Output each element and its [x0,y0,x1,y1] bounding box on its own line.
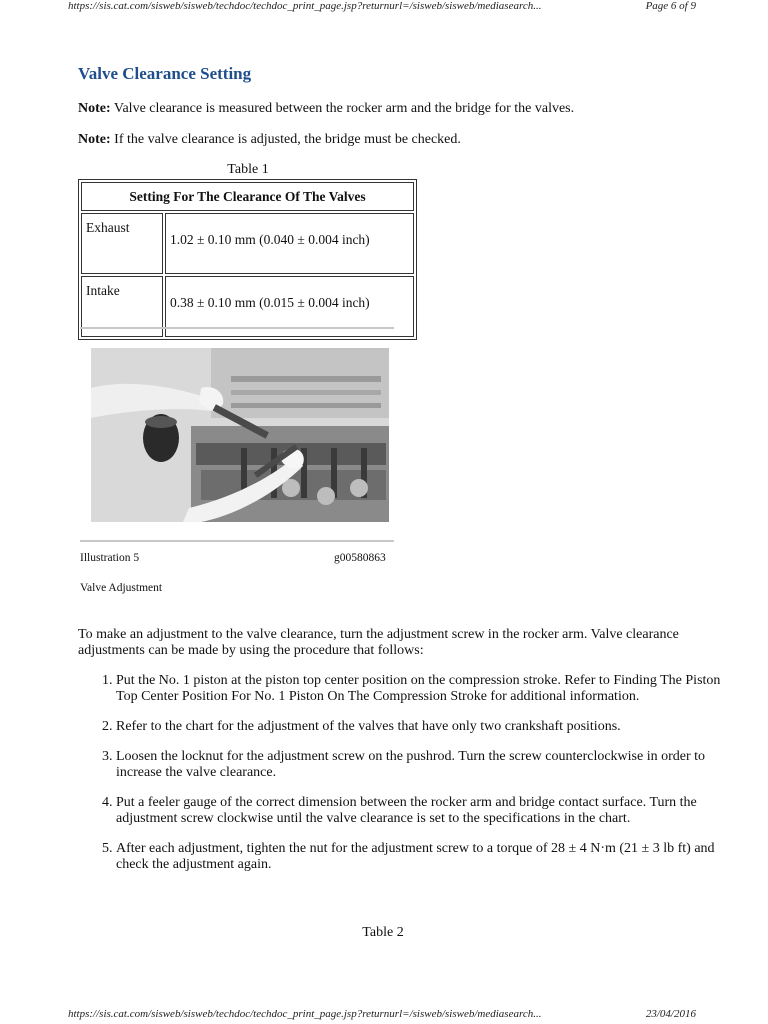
note-label: Note: [78,132,111,147]
header-url: https://sis.cat.com/sisweb/sisweb/techdoc/techdoc_print_page.jsp?returnurl=/sisweb/sisweb/mediasearch... [68,0,542,12]
table-1-caption: Table 1 [227,162,269,177]
note-2 [78,132,461,148]
list-item: 3. Loosen the locknut for the adjustment screw on the pushrod. Turn the screw counterclockwise in order to increase the valve clearance. [116,749,736,781]
intro-paragraph: To make an adjustment to the valve clearance, turn the adjustment screw in the rocker arm. Valve clearance adjustments can be made by using the procedure that follows: [78,627,679,658]
divider-bottom [80,540,394,542]
list-item: 2. Refer to the chart for the adjustment of the valves that have only two crankshaft positions. [116,719,736,735]
list-item: 1. Put the No. 1 piston at the piston top center position on the compression stroke. Refer to Finding The Piston Top Center Position For No. 1 Piston On The Compression Stroke for additional information. [116,673,736,705]
list-item: 5. After each adjustment, tighten the nut for the adjustment screw to a torque of 28 ± 4 N·m (21 ± 3 lb ft) and check the adjustment again. [116,841,736,873]
note-text: If the valve clearance is adjusted, the bridge must be checked. [110,132,461,147]
note-1 [78,101,574,117]
procedure-steps [78,673,736,887]
page-footer [68,1008,696,1020]
table-row [81,213,414,274]
note-label: Note: [78,101,111,116]
section-title: Valve Clearance Setting [78,64,252,83]
row-value: 1.02 ± 0.10 mm (0.040 ± 0.004 inch) [165,213,414,274]
list-item: 4. Put a feeler gauge of the correct dimension between the rocker arm and bridge contact surface. Turn the adjustment screw clockwise until the valve clearance is set to the specifications in the chart. [116,795,736,827]
row-value: 0.38 ± 0.10 mm (0.015 ± 0.004 inch) [165,276,414,337]
footer-date: 23/04/2016 [645,1008,696,1020]
illustration-code: g00580863 [334,552,386,564]
page-header [68,0,696,12]
illustration-number: Illustration 5 [80,552,140,564]
valve-adjustment-photo [91,348,389,522]
illustration-caption: Valve Adjustment [80,582,163,594]
divider-top [80,327,394,329]
page-number: Page 6 of 9 [645,0,696,12]
note-text: Valve clearance is measured between the rocker arm and the bridge for the valves. [110,101,575,116]
footer-url: https://sis.cat.com/sisweb/sisweb/techdoc/techdoc_print_page.jsp?returnurl=/sisweb/sisweb/mediasearch... [68,1008,542,1020]
row-label: Intake [81,276,163,337]
valve-clearance-table [78,179,417,340]
row-label: Exhaust [81,213,163,274]
table-2-caption: Table 2 [362,925,404,940]
table-header: Setting For The Clearance Of The Valves [81,182,414,211]
